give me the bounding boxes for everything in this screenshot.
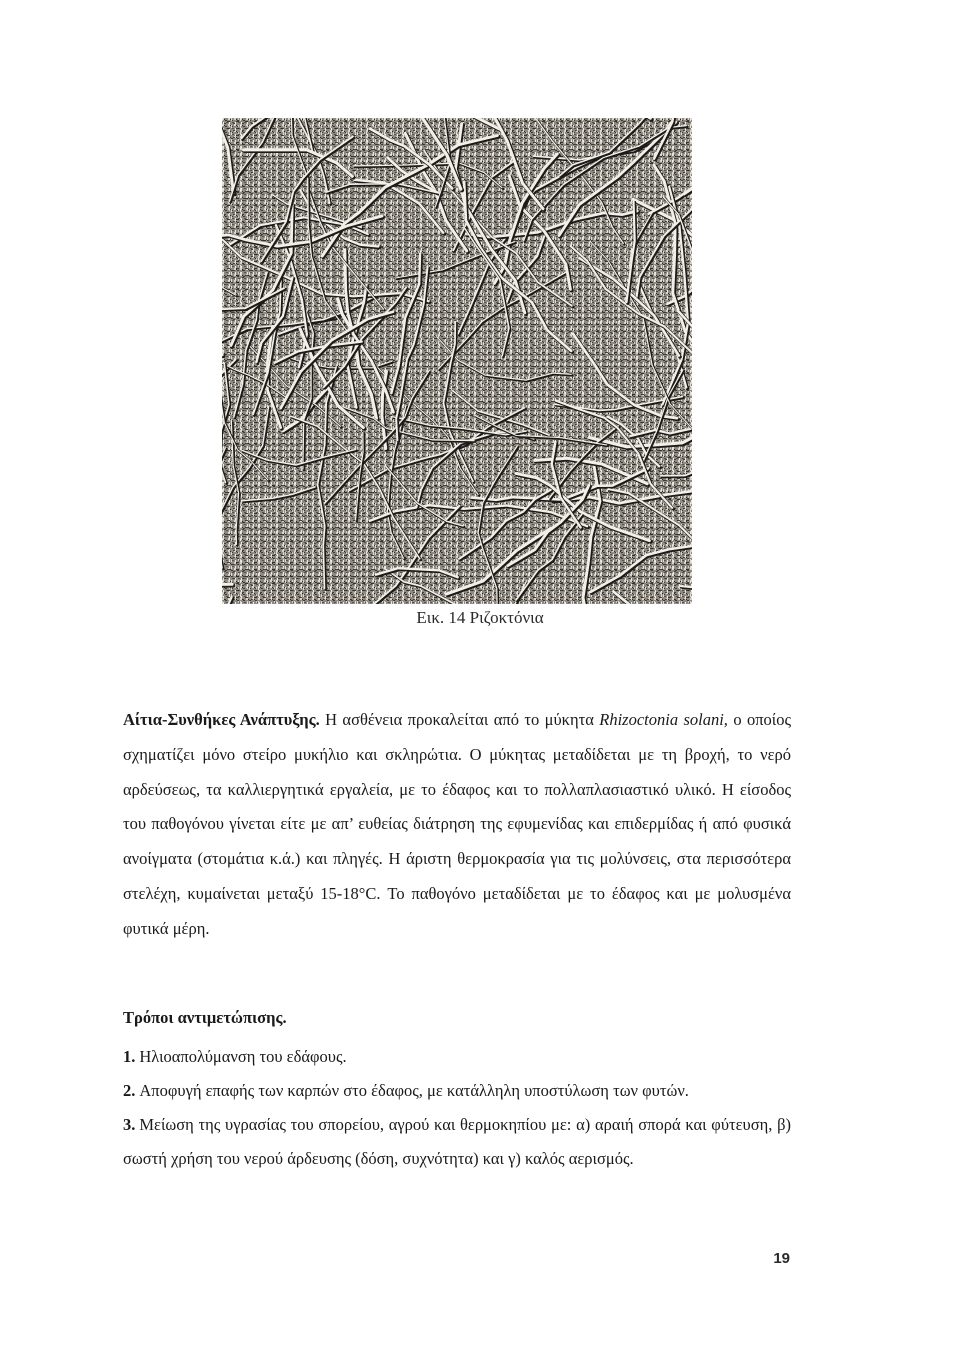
control-heading: Τρόποι αντιμετώπισης. (123, 1008, 287, 1027)
list-item (123, 1108, 791, 1176)
page-number: 19 (773, 1250, 790, 1267)
causes-text-2: ο οποίος σχηματίζει μόνο στείρο μυκήλιο και σκληρώτια. Ο μύκητας μεταδίδεται με τη βροχή, το νερό αρδεύσεως, τα καλλιεργητικά εργαλεία, με το έδαφος και το πολλαπλασιαστικό υλικό. Η είσοδος του παθογόνου γίνεται είτε με απ’ ευθείας διάτρηση της εφυμενίδας και επιδερμίδας ή από φυσικά ανοίγματα (στομάτια κ.ά.) και πληγές. Η άριστη θερμοκρασία για τις μολύνσεις, στα περισσότερα στελέχη, κυμαίνεται μεταξύ 15-18°C. Το παθογόνο μεταδίδεται με το έδαφος και με μολυσμένα φυτικά μέρη. (123, 710, 792, 938)
list-item (123, 1074, 791, 1108)
control-list (123, 1040, 791, 1176)
list-item-text: Ηλιοαπολύμανση του εδάφους. (139, 1047, 347, 1066)
figure-image (222, 118, 692, 604)
list-item (123, 1040, 791, 1074)
list-item-number: 3. (123, 1115, 136, 1134)
list-item-number: 1. (123, 1047, 136, 1066)
list-item-text: Αποφυγή επαφής των καρπών στο έδαφος, με κατάλληλη υποστύλωση των φυτών. (139, 1081, 689, 1100)
causes-text-1: Η ασθένεια προκαλείται από το μύκητα (319, 710, 600, 729)
mycelium-photo (222, 118, 692, 604)
figure-caption: Εικ. 14 Ριζοκτόνια (416, 608, 544, 627)
causes-title: Αίτια-Συνθήκες Ανάπτυξης. (123, 710, 320, 729)
species-name: Rhizoctonia solani, (599, 710, 728, 729)
list-item-text: Μείωση της υγρασίας του σπορείου, αγρού και θερμοκηπίου με: α) αραιή σπορά και φύτευση, β) σωστή χρήση του νερού άρδευσης (δόση, συχνότητα) και γ) καλός αερισμός. (123, 1115, 791, 1168)
causes-paragraph (123, 703, 791, 947)
list-item-number: 2. (123, 1081, 136, 1100)
